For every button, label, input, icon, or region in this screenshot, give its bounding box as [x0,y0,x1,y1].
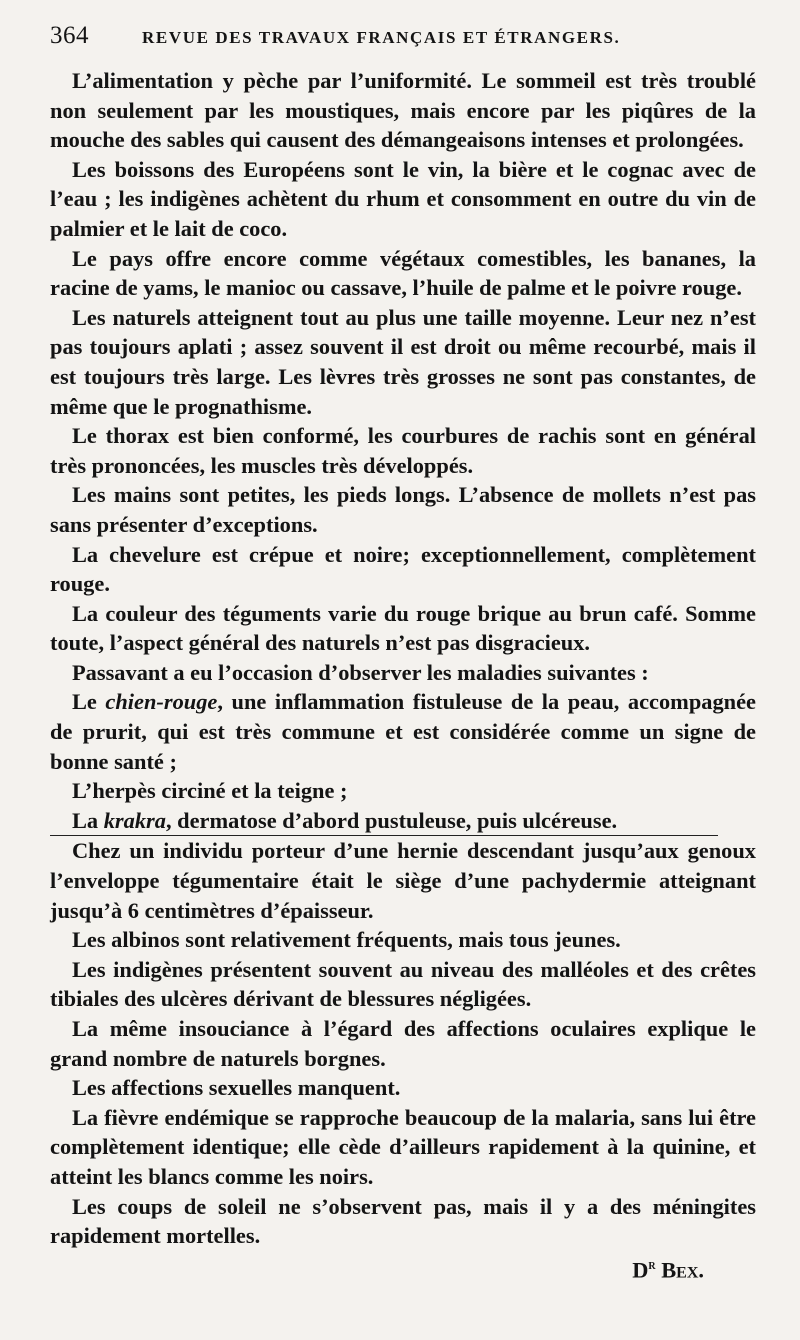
disease-item-krakra [50,806,756,836]
author-signature [632,1251,756,1285]
paragraph-couleur: La couleur des téguments varie du rouge brique au brun café. Somme toute, l’aspect général des naturels n’est pas disgracieux. [50,600,756,656]
disease-item-chien-rouge [50,687,756,776]
paragraph-maladies-intro: Passavant a eu l’occasion d’observer les maladies suivantes : [72,659,649,685]
paragraph-hernie: Chez un individu porteur d’une hernie descendant jusqu’aux genoux l’enveloppe tégumentaire était le siège d’une pachydermie atteignant jusqu’à 6 centimètres d’épaisseur. [50,838,756,923]
disease-prefix: Le [72,689,106,715]
disease-description: , une inflammation fistuleuse de la peau, accompagnée de prurit, qui est très commune et est considérée comme un signe de bonne santé ; [50,689,756,774]
paragraph-alimentation: L’alimentation y pèche par l’uniformité. Le sommeil est très troublé non seulement par les moustiques, mais encore par les piqûres de la mouche des sables qui causent des démangeaisons intenses et prolongées. [50,68,756,153]
paragraph-chevelure: La chevelure est crépue et noire; exceptionnellement, complètement rouge. [50,541,756,597]
paragraph-boissons: Les boissons des Européens sont le vin, la bière et le cognac avec de l’eau ; les indigènes achètent du rhum et consomment en outre du vin de palmier et le lait de coco. [50,156,756,241]
signature-superscript: r [648,1257,656,1273]
signature-line [50,1251,756,1285]
paragraph-coups-de-soleil [50,1192,756,1251]
signature-name: Bex. [655,1257,704,1283]
paragraph-mains: Les mains sont petites, les pieds longs. L’absence de mollets n’est pas sans présenter d’exceptions. [50,482,756,537]
paragraph-ulceres: Les indigènes présentent souvent au niveau des malléoles et des crêtes tibiales des ulcères dérivant de blessures négligées. [50,956,756,1012]
paragraph-albinos: Les albinos sont relativement fréquents, mais tous jeunes. [72,927,621,953]
paragraph-affections-oculaires: La même insouciance à l’égard des affections oculaires explique le grand nombre de naturels borgnes. [50,1016,756,1071]
final-paragraph-text: Les coups de soleil ne s’observent pas, mais il y a des méningites rapidement mortelles. [50,1193,756,1249]
paragraph-taille: Les naturels atteignent tout au plus une taille moyenne. Leur nez n’est pas toujours aplati ; assez souvent il est droit ou même recourbé, mais il est toujours très large. Les lèvres très grosses ne sont pas constantes, de même que le prognathisme. [50,304,756,419]
paragraph-affections-sexuelles: Les affections sexuelles manquent. [72,1075,401,1101]
signature-prefix: D [632,1257,649,1283]
disease-term: chien-rouge [105,689,218,715]
disease-description: , dermatose d’abord pustuleuse, puis ulcéreuse. [165,807,618,833]
disease-prefix: La [72,807,104,833]
paragraph-thorax: Le thorax est bien conformé, les courbures de rachis sont en général très prononcées, les muscles très développés. [50,423,756,478]
page-number: 364 [50,22,89,49]
running-head-title: REVUE DES TRAVAUX FRANÇAIS ET ÉTRANGERS. [142,28,621,47]
disease-item-herpes: L’herpès circiné et la teigne ; [72,778,348,804]
running-head [50,22,756,66]
paragraph-vegetaux: Le pays offre encore comme végétaux comestibles, les bananes, la racine de yams, le manioc ou cassave, l’huile de palme et le poivre rouge. [50,245,756,301]
article-body [50,66,756,1285]
disease-term: krakra [103,807,166,833]
paragraph-fievre: La fièvre endémique se rapproche beaucoup de la malaria, sans lui être complètement identique; elle cède d’ailleurs rapidement à la quinine, et atteint les blancs comme les noirs. [50,1104,756,1189]
